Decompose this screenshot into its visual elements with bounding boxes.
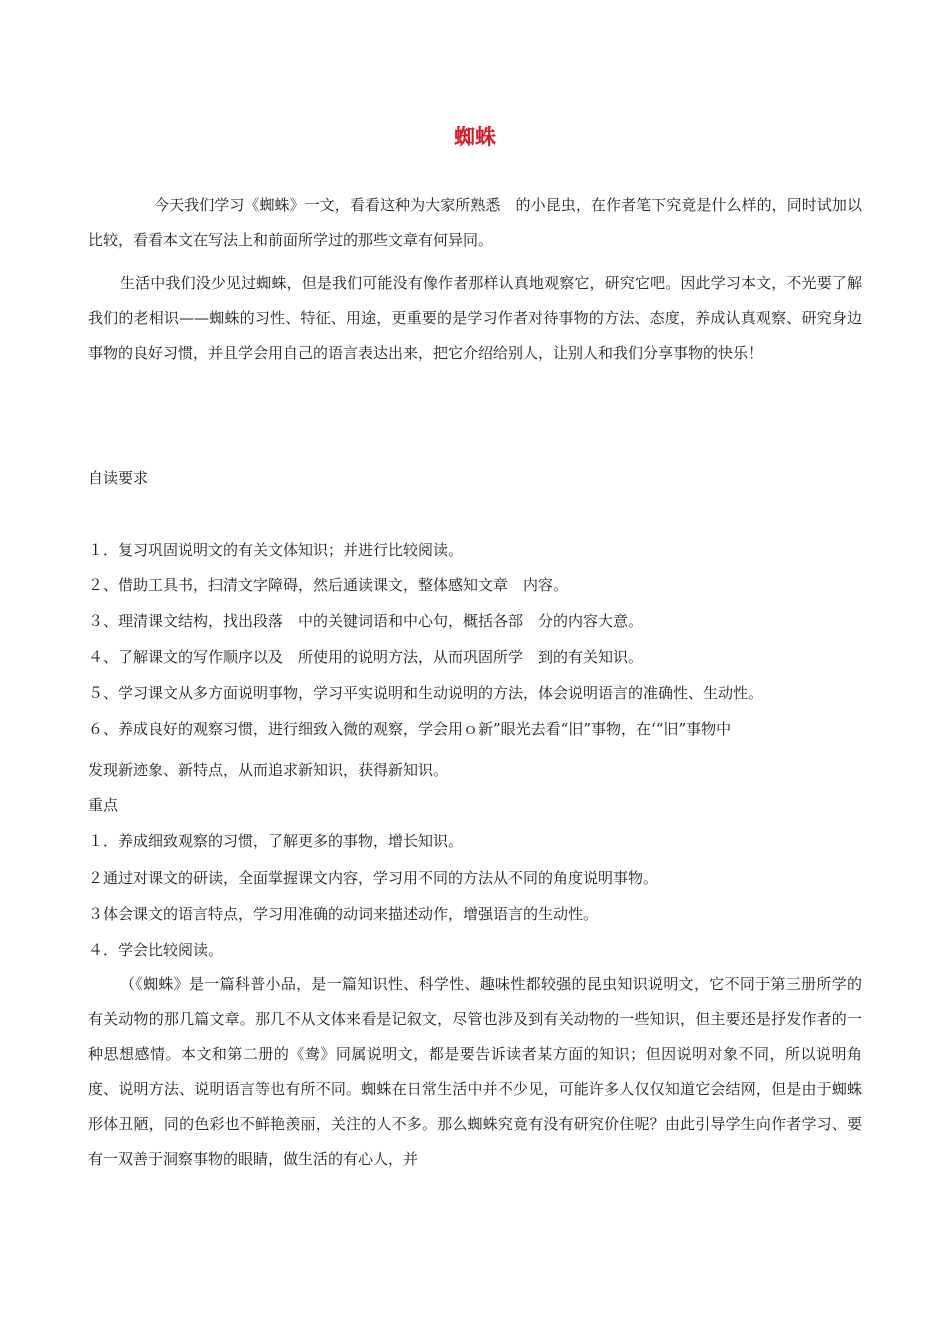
self-study-item-2: ２、借助工具书，扫清文字障碍，然后通读课文，整体感知文章 内容。 [88,576,569,594]
self-study-item-5: ５、学习课文从多方面说明事物，学习平实说明和生动说明的方法，体会说明语言的准确性、生动性。 [88,684,764,702]
intro-paragraph-1: 今天我们学习《蜘蛛》一文，看看这种为大家所熟悉 的小昆虫，在作者笔下究竟是什么样的，同时试加以 比较，看看本文在写法上和前面所学过的那些文章有何异同。 [88,196,878,249]
self-study-heading: 自读要求 [88,469,149,487]
key-point-1: １．养成细致观察的习惯，了解更多的事物，增长知识。 [88,832,464,850]
self-study-item-4: ４、了解课文的写作顺序以及 所使用的说明方法，从而巩固所学 到的有关知识。 [88,648,644,666]
document-title: 蜘蛛 [454,125,496,149]
key-point-4: ４．学会比较阅读。 [88,941,224,959]
key-point-3: ３体会课文的语言特点，学习用准确的动词来描述动作，增强语言的生动性。 [88,905,599,923]
self-study-item-3: ３、理清课文结构，找出段落 中的关键词语和中心句，概括各部 分的内容大意。 [88,612,644,630]
self-study-item-1: １．复习巩固说明文的有关文体知识；并进行比较阅读。 [88,541,464,559]
self-study-item-6: ６、养成良好的观察习惯，进行细致入微的观察，学会用ｏ新”眼光去看“旧”事物，在‘“旧”事物中 [88,720,732,738]
intro-paragraph-2: 生活中我们没少见过蜘蛛，但是我们可能没有像作者那样认真地观察它，研究它吧。因此学习本文，不光要了解我们的老相识——蜘蛛的习性、特征、用途，更重要的是学习作者对待事物的方法、态度，养成认真观察、研究身边事物的良好习惯，并且学会用自己的语言表达出来，把它介绍给别人，让别人和我们分享事物的快乐！ [88,274,862,362]
key-points-heading: 重点 [88,796,119,814]
self-study-item-6-cont: 发现新迹象、新特点，从而追求新知识，获得新知识。 [88,761,449,779]
key-point-2: ２通过对课文的研读，全面掌握课文内容，学习用不同的方法从不同的角度说明事物。 [88,869,659,887]
analysis-paragraph: （《蜘蛛》是一篇科普小品，是一篇知识性、科学性、趣味性都较强的昆虫知识说明文，它不同于第三册所学的有关动物的那几篇文章。那几不从文体来看是记叙文，尽管也涉及到有关动物的一些知识，但主要还是抒发作者的一种思想感情。本文和第二册的《鸯》同属说明文，都是要告诉读者某方面的知识；但因说明对象不同，所以说明角度、说明方法、说明语言等也有所不同。蜘蛛在日常生活中并不少见，可能许多人仅仅知道它会结网，但是由于蜘蛛形体丑陋，同的色彩也不鲜艳羡丽，关注的人不多。那么蜘蛛究竟有没有研究价住呢？由此引导学生向作者学习、要有一双善于洞察事物的眼睛，做生活的有心人，并 [88,975,862,1168]
